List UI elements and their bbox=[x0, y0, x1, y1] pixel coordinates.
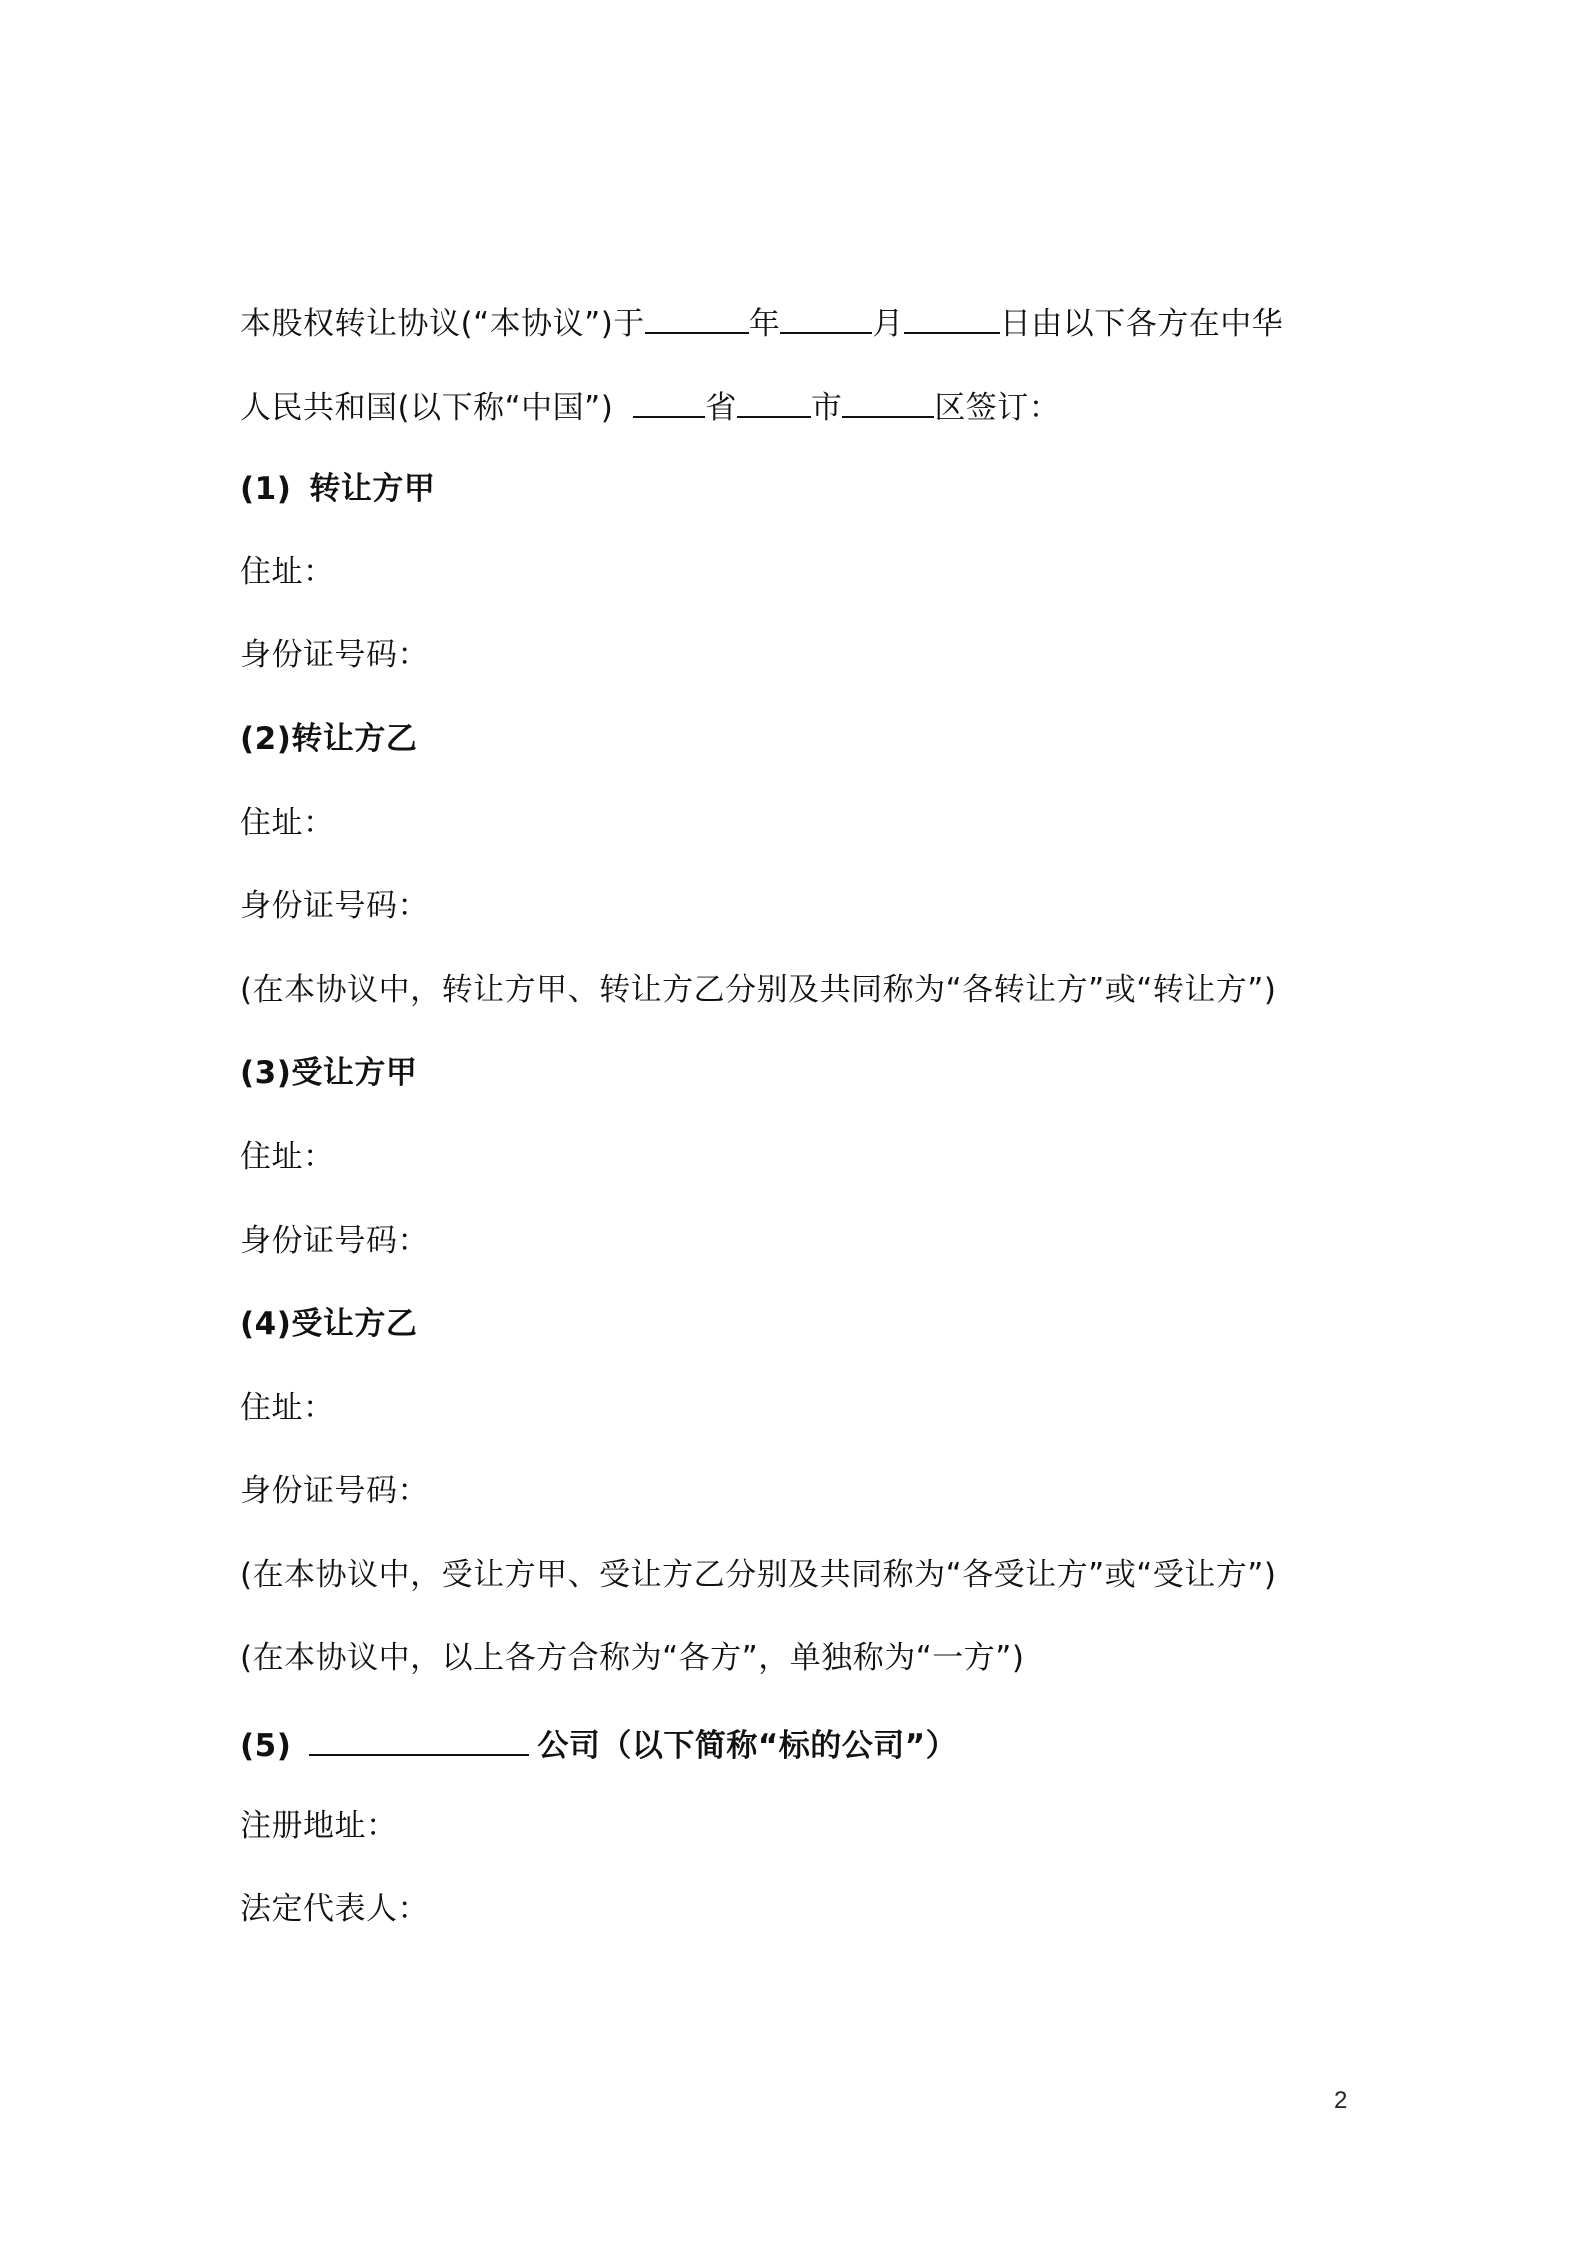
month-blank bbox=[780, 304, 872, 334]
party5-title: 公司（以下简称“标的公司”） bbox=[537, 1728, 958, 1764]
intro-text-3: 人民共和国(以下称“中国”) bbox=[240, 390, 614, 426]
party1-heading bbox=[240, 469, 435, 509]
legal-representative-label: 法定代表人： bbox=[240, 1891, 429, 1927]
party2-address-label: 住址： bbox=[240, 805, 335, 841]
page-number: 2 bbox=[1334, 2087, 1348, 2114]
year-label: 年 bbox=[748, 306, 781, 342]
province-label: 省 bbox=[705, 390, 737, 426]
intro-line-2 bbox=[240, 388, 1060, 428]
transferee-note: (在本协议中，受让方甲、受让方乙分别及共同称为“各受让方”或“受让方”) bbox=[240, 1557, 1277, 1593]
province-blank bbox=[633, 388, 705, 418]
party2-id-label: 身份证号码： bbox=[240, 888, 429, 924]
intro-text-2: 日由以下各方在中华 bbox=[999, 306, 1284, 342]
intro-text-1: 本股权转让协议(“本协议”)于 bbox=[240, 306, 645, 342]
district-blank bbox=[842, 388, 934, 418]
party3-address-label: 住址： bbox=[240, 1139, 335, 1175]
transferor-note: (在本协议中，转让方甲、转让方乙分别及共同称为“各转让方”或“转让方”) bbox=[240, 972, 1277, 1008]
party3-id-label: 身份证号码： bbox=[240, 1223, 429, 1259]
party2-heading: (2)转让方乙 bbox=[240, 721, 418, 757]
city-blank bbox=[737, 388, 811, 418]
party1-address-label: 住址： bbox=[240, 554, 335, 590]
city-label: 市 bbox=[810, 390, 843, 426]
parties-note: (在本协议中，以上各方合称为“各方”，单独称为“一方”) bbox=[240, 1640, 1025, 1676]
party1-title: 转让方甲 bbox=[309, 471, 436, 507]
company-name-blank bbox=[309, 1726, 529, 1756]
intro-line-1 bbox=[240, 304, 1283, 344]
party1-number: (1) bbox=[240, 471, 292, 507]
party1-id-label: 身份证号码： bbox=[240, 637, 429, 673]
party4-heading: (4)受让方乙 bbox=[240, 1306, 418, 1342]
party3-heading: (3)受让方甲 bbox=[240, 1055, 418, 1091]
month-label: 月 bbox=[872, 306, 904, 342]
intro-text-4: 区签订： bbox=[934, 390, 1061, 426]
day-blank bbox=[904, 304, 1000, 334]
year-blank bbox=[645, 304, 749, 334]
registered-address-label: 注册地址： bbox=[240, 1808, 398, 1844]
party5-number: (5) bbox=[240, 1728, 292, 1764]
party5-heading bbox=[240, 1726, 957, 1766]
party4-address-label: 住址： bbox=[240, 1390, 335, 1426]
party4-id-label: 身份证号码： bbox=[240, 1473, 429, 1509]
